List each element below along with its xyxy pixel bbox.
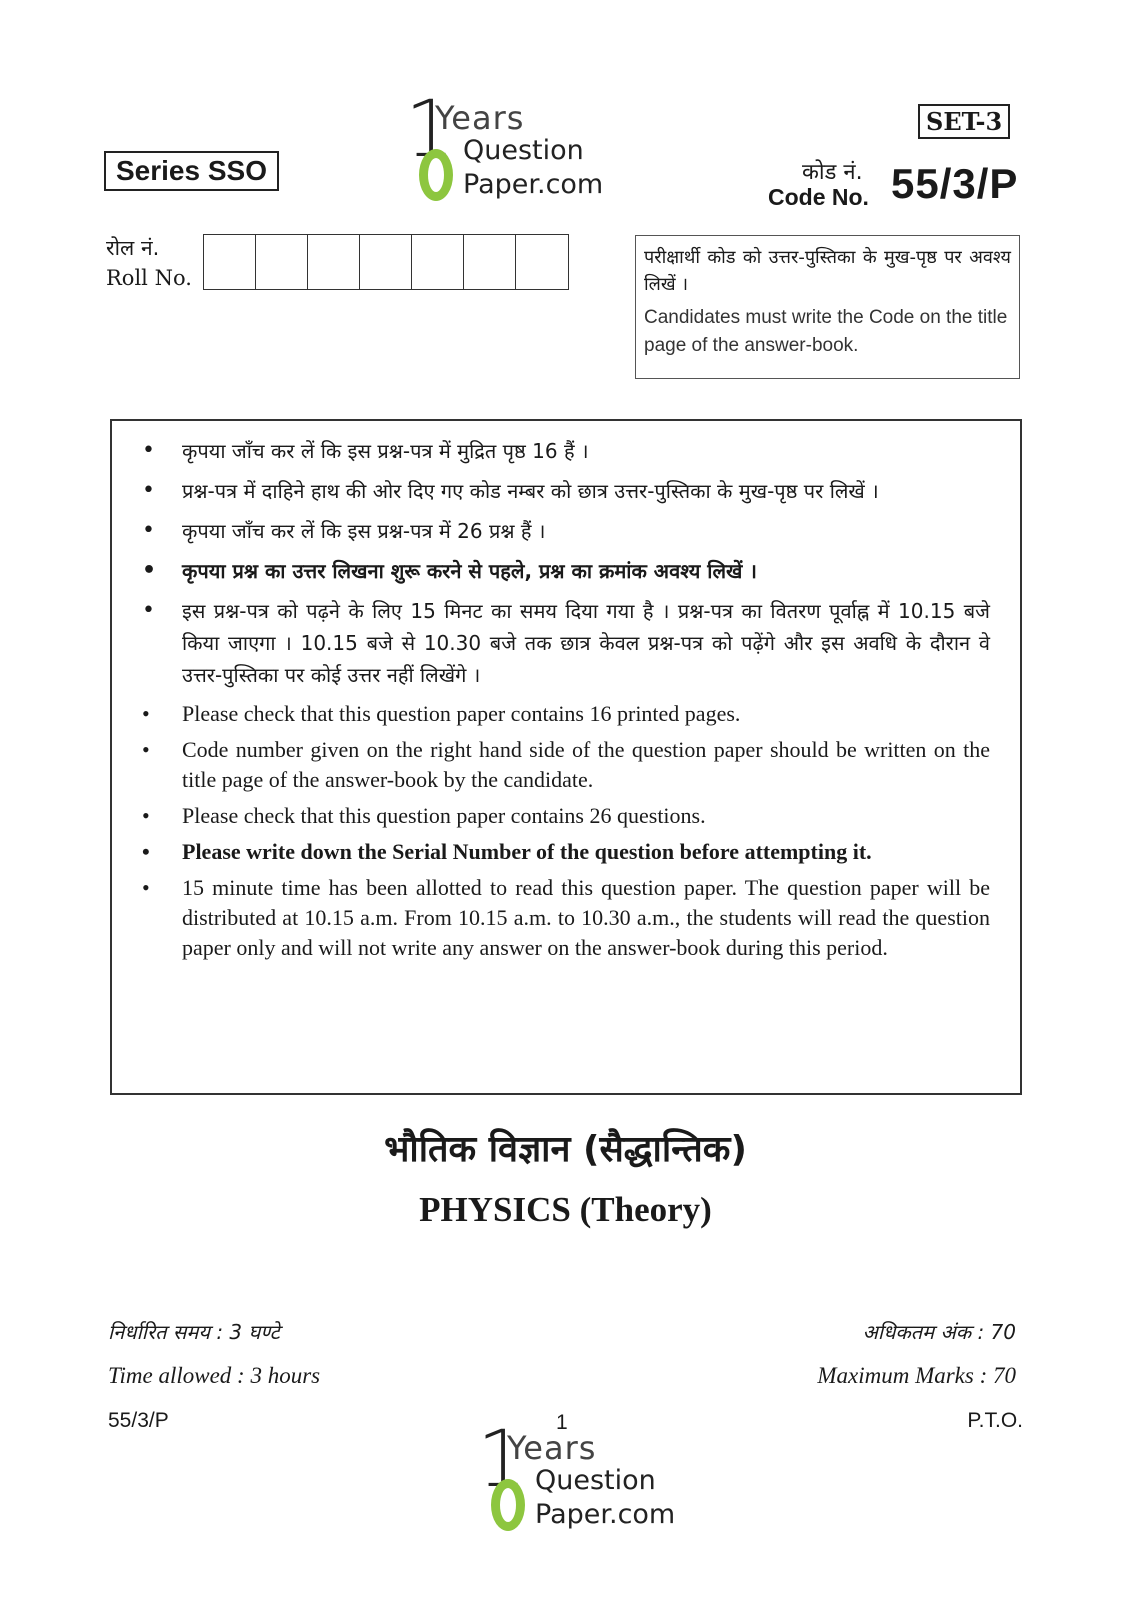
candidate-note-hindi: परीक्षार्थी कोड को उत्तर-पुस्तिका के मुख-पृष्ठ पर अवश्य लिखें । [644,247,1011,295]
site-logo-bottom [477,1415,717,1547]
roll-digit-box[interactable] [360,235,412,289]
code-label-english: Code No. [768,184,869,210]
instruction-item [142,801,990,831]
bullet-icon: • [142,478,155,503]
roll-label-hindi: रोल नं. [106,236,160,260]
time-allowed-english: Time allowed : 3 hours [108,1363,321,1388]
time-allowed-hindi: निर्धारित समय : 3 घण्टे [108,1320,280,1344]
bullet-icon: • [142,438,155,463]
logo-line-years: Years [507,1429,597,1467]
code-label-hindi: कोड नं. [802,160,863,185]
instruction-item [142,837,990,867]
logo-digit-one: 1 [405,85,455,175]
roll-digit-box[interactable] [308,235,360,289]
roll-number-boxes[interactable] [203,234,569,290]
roll-digit-box[interactable] [464,235,516,289]
set-label: SET-3 [918,104,1010,139]
instructions-box [110,419,1022,1095]
page-number: 1 [556,1411,568,1434]
instructions-list [142,435,990,963]
logo-zero-ring [491,1479,525,1531]
bullet-icon: • [142,558,157,583]
bullet-icon: • [142,839,150,864]
roll-digit-box[interactable] [204,235,256,289]
bullet-icon: • [142,803,150,828]
logo-line-question: Question [535,1465,656,1496]
footer-code: 55/3/P [108,1409,169,1432]
instruction-text: इस प्रश्न-पत्र को पढ़ने के लिए 15 मिनट का समय दिया गया है । प्रश्न-पत्र का वितरण पूर्वाह्न में 10.15 बजे किया जाएगा । 10.15 बजे से 10.30 बजे तक छात्र केवल प्रश्न-पत्र को पढ़ेंगे और इस अवधि के दौरान वे उत्तर-पुस्तिका पर कोई उत्तर नहीं लिखेंगे । [182,599,990,687]
instruction-text: कृपया जाँच कर लें कि इस प्रश्न-पत्र में मुद्रित पृष्ठ 16 हैं । [182,439,589,463]
max-marks-hindi: अधिकतम अंक : 70 [862,1320,1016,1344]
bullet-icon: • [142,598,155,623]
instruction-text: Please check that this question paper contains 16 printed pages. [182,701,741,726]
instruction-item [142,475,990,507]
instruction-text: Code number given on the right hand side of the question paper should be written on the title page of the answer-book by the candidate. [182,737,990,792]
roll-digit-box[interactable] [516,235,568,289]
roll-label-english: Roll No. [106,266,192,290]
site-logo-top [405,85,645,217]
logo-line-years: Years [435,99,525,137]
instruction-item [142,515,990,547]
pto-label: P.T.O. [967,1409,1023,1432]
max-marks-english: Maximum Marks : 70 [817,1363,1016,1388]
bullet-icon: • [142,875,150,900]
instruction-text: Please write down the Serial Number of the question before attempting it. [182,839,872,864]
bullet-icon: • [142,737,150,762]
logo-line-paper: Paper.com [535,1499,676,1530]
subject-title-hindi: भौतिक विज्ञान (सैद्धान्तिक) [384,1129,747,1170]
candidate-note-english: Candidates must write the Code on the title page of the answer-book. [644,307,1008,356]
bullet-icon: • [142,518,155,543]
logo-line-question: Question [463,135,584,166]
roll-digit-box[interactable] [412,235,464,289]
instruction-item [142,699,990,729]
instruction-text: कृपया जाँच कर लें कि इस प्रश्न-पत्र में 26 प्रश्न हैं । [182,519,546,543]
instruction-text: कृपया प्रश्न का उत्तर लिखना शुरू करने से पहले, प्रश्न का क्रमांक अवश्य लिखें । [182,559,757,583]
instruction-item [142,435,990,467]
series-label: Series SSO [104,151,279,191]
instruction-item [142,735,990,795]
instruction-item [142,595,990,691]
roll-digit-box[interactable] [256,235,308,289]
bullet-icon: • [142,701,150,726]
instruction-text: Please check that this question paper contains 26 questions. [182,803,706,828]
logo-digit-one: 1 [477,1415,527,1505]
instruction-text: प्रश्न-पत्र में दाहिने हाथ की ओर दिए गए कोड नम्बर को छात्र उत्तर-पुस्तिका के मुख-पृष्ठ पर लिखें । [182,479,879,503]
logo-line-paper: Paper.com [463,169,604,200]
subject-title-english: PHYSICS (Theory) [419,1190,712,1229]
code-number: 55/3/P [891,160,1019,207]
instruction-text: 15 minute time has been allotted to read this question paper. The question paper will be distributed at 10.15 a.m. From 10.15 a.m. to 10.30 a.m., the students will read the question paper only and will not write any answer on the answer-book during this period. [182,875,990,960]
instruction-item [142,555,990,587]
candidate-note-box [635,235,1020,379]
logo-zero-ring [419,149,453,201]
instruction-item [142,873,990,963]
